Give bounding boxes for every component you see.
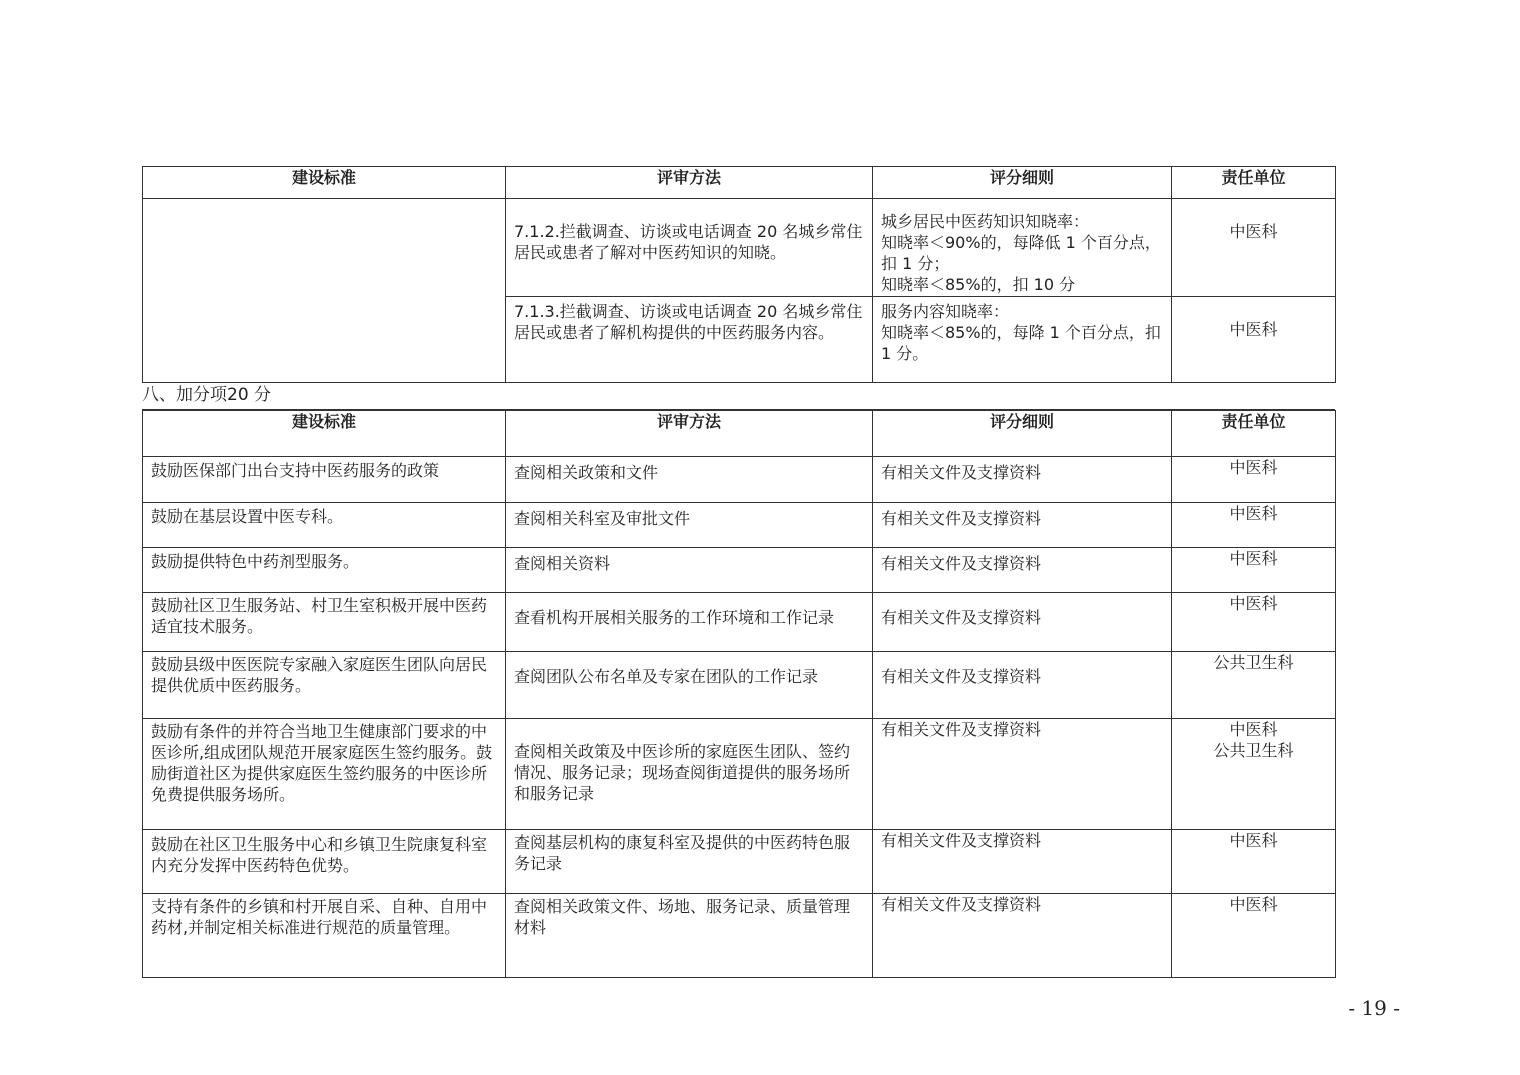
table-row bbox=[143, 457, 1336, 503]
header-unit: 责任单位 bbox=[1172, 411, 1336, 457]
header-standard: 建设标准 bbox=[143, 411, 506, 457]
table-header-row bbox=[143, 411, 1336, 457]
unit-cell: 中医科 bbox=[1172, 457, 1336, 503]
table-row bbox=[143, 652, 1336, 719]
header-rules: 评分细则 bbox=[873, 411, 1172, 457]
header-standard: 建设标准 bbox=[143, 167, 506, 199]
method-cell: 7.1.2.拦截调查、访谈或电话调查 20 名城乡常住居民或患者了解对中医药知识的知晓。 bbox=[506, 199, 873, 297]
standard-cell: 鼓励县级中医医院专家融入家庭医生团队向居民提供优质中医药服务。 bbox=[143, 652, 506, 719]
method-cell: 查阅相关政策文件、场地、服务记录、质量管理材料 bbox=[506, 894, 873, 978]
method-cell: 7.1.3.拦截调查、访谈或电话调查 20 名城乡常住居民或患者了解机构提供的中医药服务内容。 bbox=[506, 297, 873, 383]
unit-cell: 中医科 bbox=[1172, 297, 1336, 383]
header-method: 评审方法 bbox=[506, 167, 873, 199]
unit-cell: 公共卫生科 bbox=[1172, 652, 1336, 719]
rules-cell: 有相关文件及支撑资料 bbox=[873, 894, 1172, 978]
standard-cell: 鼓励有条件的并符合当地卫生健康部门要求的中医诊所,组成团队规范开展家庭医生签约服务。鼓励街道社区为提供家庭医生签约服务的中医诊所免费提供服务场所。 bbox=[143, 719, 506, 830]
unit-cell: 中医科 bbox=[1172, 548, 1336, 593]
table-header-row bbox=[143, 167, 1336, 199]
method-cell: 查阅相关政策和文件 bbox=[506, 457, 873, 503]
method-cell: 查阅相关资料 bbox=[506, 548, 873, 593]
table-row bbox=[143, 199, 1336, 297]
table-row bbox=[143, 503, 1336, 548]
standard-cell: 鼓励提供特色中药剂型服务。 bbox=[143, 548, 506, 593]
unit-cell: 中医科 bbox=[1172, 830, 1336, 894]
page-number: - 19 - bbox=[1348, 996, 1400, 1020]
rules-cell: 城乡居民中医药知识知晓率： 知晓率＜90%的，每降低 1 个百分点，扣 1 分； 知晓率＜85%的，扣 10 分 bbox=[873, 199, 1172, 297]
unit-cell: 中医科 公共卫生科 bbox=[1172, 719, 1336, 830]
header-method: 评审方法 bbox=[506, 411, 873, 457]
standard-cell: 鼓励医保部门出台支持中医药服务的政策 bbox=[143, 457, 506, 503]
table-bonus-items bbox=[142, 410, 1336, 978]
table-section-7 bbox=[142, 166, 1336, 383]
rules-cell: 有相关文件及支撑资料 bbox=[873, 830, 1172, 894]
rules-cell: 有相关文件及支撑资料 bbox=[873, 719, 1172, 830]
method-cell: 查阅相关科室及审批文件 bbox=[506, 503, 873, 548]
rules-cell: 有相关文件及支撑资料 bbox=[873, 593, 1172, 652]
method-cell: 查看机构开展相关服务的工作环境和工作记录 bbox=[506, 593, 873, 652]
table-row bbox=[143, 830, 1336, 894]
standard-cell: 鼓励在社区卫生服务中心和乡镇卫生院康复科室内充分发挥中医药特色优势。 bbox=[143, 830, 506, 894]
method-cell: 查阅基层机构的康复科室及提供的中医药特色服务记录 bbox=[506, 830, 873, 894]
header-unit: 责任单位 bbox=[1172, 167, 1336, 199]
rules-cell: 有相关文件及支撑资料 bbox=[873, 457, 1172, 503]
section-title: 八、加分项20 分 bbox=[142, 385, 272, 405]
table-row bbox=[143, 719, 1336, 830]
rules-cell: 有相关文件及支撑资料 bbox=[873, 548, 1172, 593]
standard-cell: 支持有条件的乡镇和村开展自采、自种、自用中药材,并制定相关标准进行规范的质量管理。 bbox=[143, 894, 506, 978]
header-rules: 评分细则 bbox=[873, 167, 1172, 199]
table-row bbox=[143, 894, 1336, 978]
unit-cell: 中医科 bbox=[1172, 894, 1336, 978]
rules-cell: 有相关文件及支撑资料 bbox=[873, 652, 1172, 719]
rules-cell: 服务内容知晓率： 知晓率＜85%的，每降 1 个百分点，扣 1 分。 bbox=[873, 297, 1172, 383]
standard-cell-empty bbox=[143, 199, 506, 383]
table-row bbox=[143, 593, 1336, 652]
unit-cell: 中医科 bbox=[1172, 593, 1336, 652]
unit-cell: 中医科 bbox=[1172, 503, 1336, 548]
unit-cell: 中医科 bbox=[1172, 199, 1336, 297]
table-row bbox=[143, 548, 1336, 593]
standard-cell: 鼓励社区卫生服务站、村卫生室积极开展中医药适宜技术服务。 bbox=[143, 593, 506, 652]
method-cell: 查阅相关政策及中医诊所的家庭医生团队、签约情况、服务记录；现场查阅街道提供的服务场所和服务记录 bbox=[506, 719, 873, 830]
method-cell: 查阅团队公布名单及专家在团队的工作记录 bbox=[506, 652, 873, 719]
standard-cell: 鼓励在基层设置中医专科。 bbox=[143, 503, 506, 548]
rules-cell: 有相关文件及支撑资料 bbox=[873, 503, 1172, 548]
